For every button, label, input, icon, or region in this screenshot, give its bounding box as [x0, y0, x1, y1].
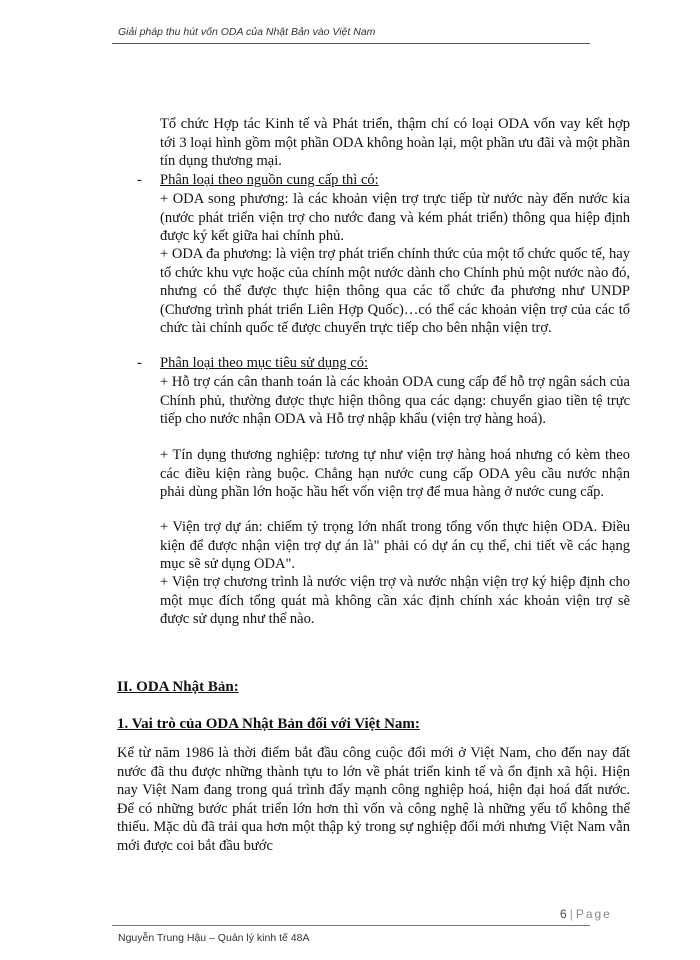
page-number	[560, 907, 612, 921]
list-item-bilateral: + ODA song phương: là các khoản viện trợ trực tiếp từ nước này đến nước kia (nước phát triển viện trợ cho nước đang và kém phát triển) thông qua hiệp định được ký kết giữa hai chính phủ.	[160, 191, 630, 245]
list-item-multilateral: + ODA đa phương: là viện trợ phát triển chính thức của một tổ chức quốc tế, hay tổ chức khu vực hoặc của chính một nước dành cho Chính phủ một nước nào đó, nhưng có thể được thực hiện thông qua các tổ chức đa phương như UNDP (Chương trình phát triển Liên Hợp Quốc)…có thể các khoản viện trợ của các tổ chức tài chính quốc tế được chuyển trực tiếp cho bên nhận viện trợ.	[160, 246, 630, 337]
section-heading-purpose: Phân loại theo mục tiêu sử dụng có:	[160, 355, 369, 371]
list-item-program-aid: + Viện trợ chương trình là nước viện trợ và nước nhận viện trợ ký hiệp định cho một mục đích tổng quát mà không cần xác định chính xác khoản viện trợ sẽ được sử dụng như thế nào.	[160, 574, 630, 628]
section-heading-source: Phân loại theo nguồn cung cấp thì có:	[160, 172, 379, 188]
header-divider	[112, 43, 590, 44]
section-heading-oda-japan: II. ODA Nhật Bản:	[117, 679, 239, 695]
footer-divider	[112, 925, 590, 926]
list-item-commercial-credit: + Tín dụng thương nghiệp: tương tự như viện trợ hàng hoá nhưng có kèm theo các điều kiện ràng buộc. Chẳng hạn nước cung cấp ODA yêu cầu nước nhận phải dùng phần lớn hoặc hầu hết vốn viện trợ để mua hàng ở nước cung cấp.	[160, 447, 630, 501]
bullet-dash: -	[137, 172, 142, 188]
page-separator: |	[569, 907, 573, 921]
bullet-dash: -	[137, 355, 142, 371]
list-item-balance-support: + Hỗ trợ cán cân thanh toán là các khoản ODA cung cấp để hỗ trợ ngân sách của Chính phủ, thường được thực hiện thông qua các dạng: chuyển giao tiền tệ trực tiếp cho nước nhận ODA và Hỗ trợ nhập khẩu (viện trợ hàng hoá).	[160, 374, 630, 428]
page-number-value: 6	[560, 907, 567, 921]
subsection-heading-role: 1. Vai trò của ODA Nhật Bản đối với Việt Nam:	[117, 716, 420, 732]
body-paragraph: Kể từ năm 1986 là thời điểm bắt đầu công cuộc đổi mới ở Việt Nam, cho đến nay đất nước đã thu được những thành tựu to lớn về phát triển kinh tế và ổn định xã hội. Hiện nay Việt Nam đang trong quá trình đẩy mạnh công nghiệp hoá, hiện đại hoá đất nước. Để có những bước phát triển lớn hơn thì vốn và công nghệ là những yếu tố không thể thiếu. Mặc dù đã trải qua hơn một thập kỷ trong sự nghiệp đổi mới nhưng Việt Nam vẫn mới được coi bắt đầu bước	[117, 745, 630, 854]
page-label: Page	[575, 907, 612, 921]
running-header: Giải pháp thu hút vốn ODA của Nhật Bản vào Việt Nam	[118, 26, 376, 38]
list-item-project-aid: + Viện trợ dự án: chiếm tỷ trọng lớn nhất trong tổng vốn thực hiện ODA. Điều kiện để được nhận viện trợ dự án là" phải có dự án cụ thể, chi tiết về các hạng mục sẽ sử dụng ODA".	[160, 519, 630, 573]
footer-author: Nguyễn Trung Hậu – Quản lý kinh tế 48A	[118, 932, 310, 944]
intro-paragraph: Tổ chức Hợp tác Kinh tế và Phát triển, thậm chí có loại ODA vốn vay kết hợp tới 3 loại hình gồm một phần ODA không hoàn lại, một phần ưu đãi và một phần tín dụng thương mại.	[160, 116, 630, 170]
